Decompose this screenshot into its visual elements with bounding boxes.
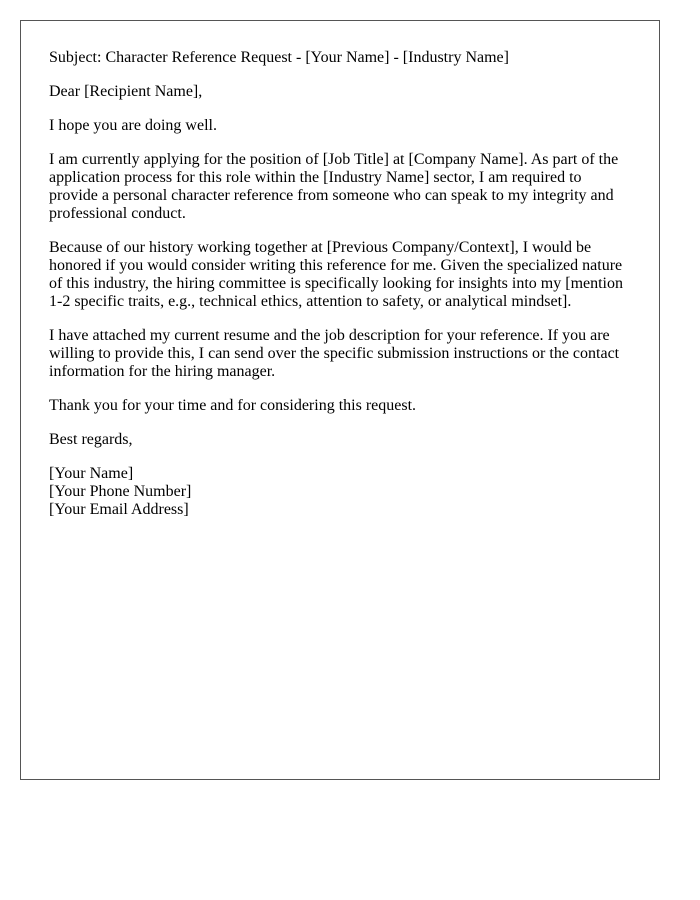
salutation-text: Dear [Recipient Name], xyxy=(49,83,203,100)
closing xyxy=(49,431,631,449)
text-line: willing to provide this, I can send over the specific submission instructions or the contact xyxy=(49,345,620,362)
text-line: Because of our history working together at [Previous Company/Context], I would be xyxy=(49,239,592,256)
text-line: I have attached my current resume and the job description for your reference. If you are xyxy=(49,327,610,344)
salutation xyxy=(49,83,631,101)
subject-line xyxy=(49,49,631,67)
subject-text: Subject: Character Reference Request - [Your Name] - [Industry Name] xyxy=(49,49,509,66)
signature-name: [Your Name] xyxy=(49,465,134,482)
closing-text: Best regards, xyxy=(49,431,133,448)
body-paragraph-3 xyxy=(49,327,631,381)
signature-block xyxy=(49,465,631,519)
text-line: I am currently applying for the position of [Job Title] at [Company Name]. As part of the xyxy=(49,151,619,168)
letter-document xyxy=(20,20,660,780)
text-line: provide a personal character reference from someone who can speak to my integrity and xyxy=(49,187,614,204)
text-line: information for the hiring manager. xyxy=(49,363,276,380)
opening-line xyxy=(49,117,631,135)
text-line: 1-2 specific traits, e.g., technical ethics, attention to safety, or analytical mindset]. xyxy=(49,293,572,310)
signature-email: [Your Email Address] xyxy=(49,501,189,518)
thanks-line xyxy=(49,397,631,415)
body-paragraph-1 xyxy=(49,151,631,223)
body-paragraph-2 xyxy=(49,239,631,311)
thanks-text: Thank you for your time and for considering this request. xyxy=(49,397,417,414)
text-line: honored if you would consider writing this reference for me. Given the specialized nature xyxy=(49,257,623,274)
text-line: application process for this role within the [Industry Name] sector, I am required to xyxy=(49,169,582,186)
signature-phone: [Your Phone Number] xyxy=(49,483,192,500)
text-line: of this industry, the hiring committee is specifically looking for insights into my [mention xyxy=(49,275,623,292)
opening-text: I hope you are doing well. xyxy=(49,117,217,134)
text-line: professional conduct. xyxy=(49,205,186,222)
